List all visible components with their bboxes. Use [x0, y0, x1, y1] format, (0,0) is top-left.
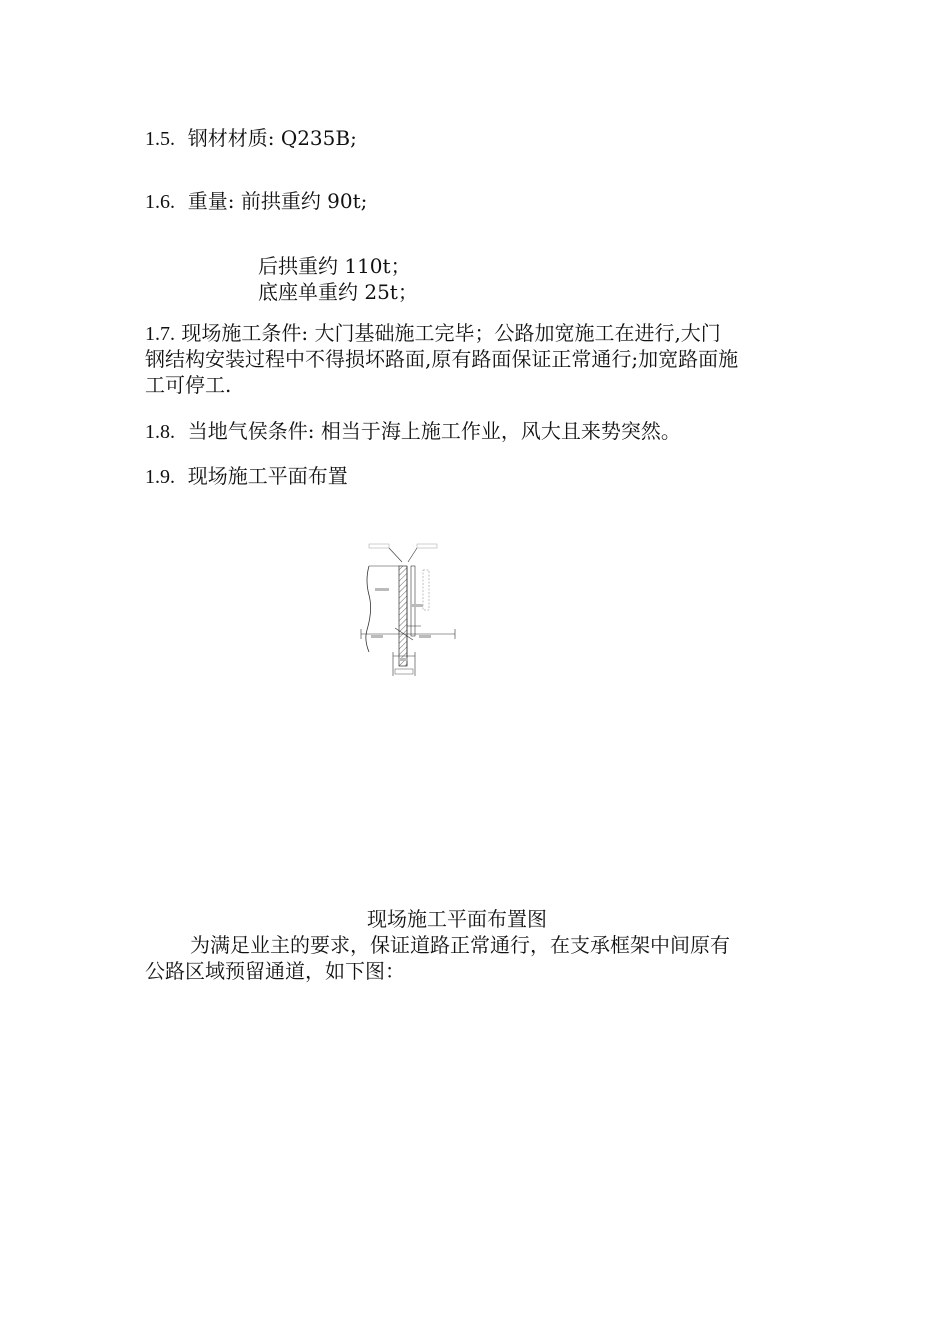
item-number: 1.7. [145, 323, 175, 345]
figure-caption: 现场施工平面布置图 [367, 907, 547, 931]
item-text: 现场施工条件: 大门基础施工完毕；公路加宽施工在进行,大门 [181, 321, 721, 345]
site-layout-drawing [355, 540, 460, 680]
paragraph-line1: 为满足业主的要求，保证道路正常通行，在支承框架中间原有 [190, 933, 730, 957]
item-1-6-rear-arch: 后拱重约 110t； [258, 254, 411, 278]
item-1-7 [145, 320, 721, 347]
item-1-5 [145, 125, 357, 152]
item-1-7-line3: 工可停工. [145, 373, 232, 397]
item-text: 现场施工平面布置 [187, 464, 348, 488]
item-1-6 [145, 188, 367, 215]
item-number: 1.6. [145, 191, 175, 213]
item-1-7-line2: 钢结构安装过程中不得损坏路面,原有路面保证正常通行;加宽路面施 [145, 347, 739, 371]
item-number: 1.8. [145, 421, 175, 443]
item-number: 1.5. [145, 128, 175, 150]
item-text: 当地气侯条件: 相当于海上施工作业，风大且来势突然。 [187, 419, 681, 443]
item-1-8 [145, 418, 681, 445]
item-text: 钢材材质: Q235B; [187, 126, 357, 150]
paragraph-line2: 公路区域预留通道，如下图： [145, 959, 405, 983]
item-1-9 [145, 463, 348, 490]
item-number: 1.9. [145, 466, 175, 488]
item-text: 重量: 前拱重约 90t; [187, 189, 368, 213]
item-1-6-base: 底座单重约 25t； [258, 280, 418, 304]
